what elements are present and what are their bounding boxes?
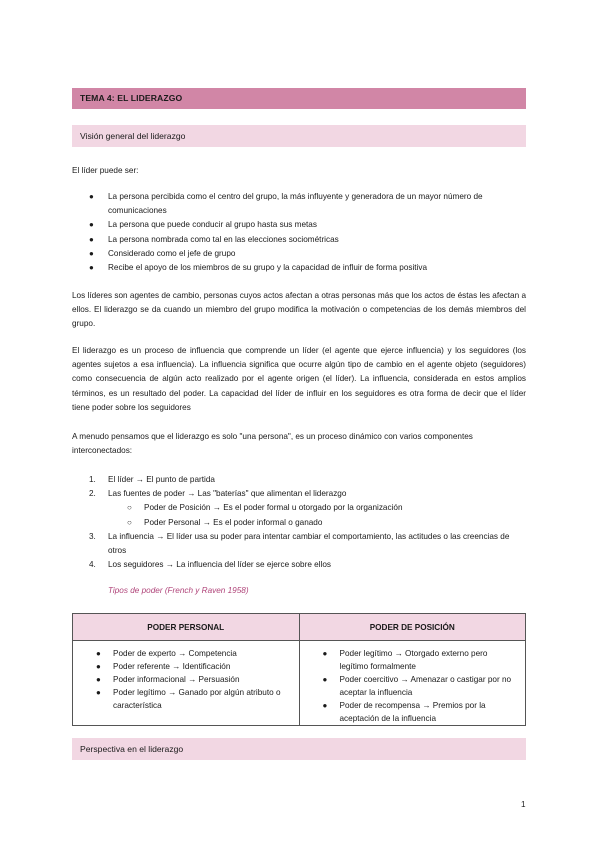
list-item: ● Recibe el apoyo de los miembros de su grupo y la capacidad de influir de forma positiva (72, 261, 526, 275)
bullet-icon: ● (89, 248, 94, 258)
paragraph-components: A menudo pensamos que el liderazgo es solo "una persona", es un proceso dinámico con varios componentes interconectados: (72, 432, 473, 456)
bullet-icon: ● (89, 220, 94, 230)
circle-bullet-icon: ○ (127, 517, 132, 527)
list-item: 4. Los seguidores → La influencia del líder se ejerce sobre ellos (89, 560, 332, 570)
bullet-icon: ● (96, 662, 101, 671)
list-item: 2. Las fuentes de poder → Las "baterías" que alimentan el liderazgo (89, 489, 347, 499)
column-header-personal-power: PODER PERSONAL (73, 614, 300, 641)
bullet-icon: ● (96, 688, 101, 697)
intro-text: El líder puede ser: (72, 166, 139, 175)
bullet-icon: ● (322, 649, 328, 658)
sub-list-item: ○ Poder Personal → Es el poder informal o ganado (72, 516, 526, 530)
list-item: 3. La influencia → El líder usa su poder para intentar cambiar el comportamiento, las actitudes o las creencias de otros (89, 531, 510, 556)
bullet-icon: ● (322, 675, 328, 684)
section-header-perspective (72, 738, 526, 760)
bullet-icon: ● (322, 701, 328, 710)
position-power-cell (299, 641, 526, 726)
chapter-title-band (72, 88, 526, 109)
paragraph-influence-process: El liderazgo es un proceso de influencia que comprende un líder (el agente que ejerce influencia) y los seguidores (los agentes sujetos a esa influencia). La influencia significa que ocurre algún tipo de cambio en el agente objeto (seguidores) como consecuencia de algún acto realizado por el agente origen (el líder). La influencia, considerada en estos amplios términos, es un resultado del poder. La capacidad del líder de influir en los seguidores es otra forma de decir que el líder tiene poder sobre los seguidores (72, 346, 526, 412)
list-item: ● Poder legítimo → Ganado por algún atributo o característica (96, 688, 281, 710)
column-header-position-power: PODER DE POSICIÓN (299, 614, 526, 641)
list-item: ● Poder referente → Identificación (96, 662, 231, 671)
leader-bullet-list (72, 190, 526, 275)
section-header-overview (72, 125, 526, 147)
bullet-icon: ● (96, 675, 101, 684)
list-item: ● La persona nombrada como tal en las elecciones sociométricas (72, 233, 526, 247)
components-numbered-list (72, 473, 526, 572)
bullet-icon: ● (96, 649, 101, 658)
list-item: ● Poder coercitivo → Amenazar o castigar por no aceptar la influencia (322, 675, 512, 697)
bullet-icon: ● (89, 234, 94, 244)
section-title: Perspectiva en el liderazgo (80, 744, 184, 754)
list-item: ● Poder de experto → Competencia (96, 649, 237, 658)
sub-list-item: ○ Poder de Posición → Es el poder formal u otorgado por la organización (72, 501, 526, 515)
list-item: ● Poder informacional → Persuasión (96, 675, 240, 684)
bullet-icon: ● (89, 263, 94, 273)
power-types-table (72, 613, 526, 726)
personal-power-cell (73, 641, 300, 726)
list-item: ● La persona percibida como el centro del grupo, la más influyente y generadora de un mayor número de comunicaciones (89, 192, 483, 216)
circle-bullet-icon: ○ (127, 503, 132, 513)
list-item: 1. El líder → El punto de partida (89, 475, 215, 484)
chapter-title: TEMA 4: EL LIDERAZGO (80, 93, 183, 103)
bullet-icon: ● (89, 192, 94, 201)
page-number: 1 (521, 800, 526, 809)
list-item: ● Poder de recompensa → Premios por la aceptación de la influencia (322, 701, 486, 723)
list-item: ● La persona que puede conducir al grupo hasta sus metas (72, 218, 526, 232)
list-item: ● Considerado como el jefe de grupo (72, 247, 526, 261)
list-item: ● Poder legítimo → Otorgado externo pero legítimo formalmente (322, 649, 488, 671)
section-title: Visión general del liderazgo (80, 131, 186, 141)
table-caption: Tipos de poder (French y Raven 1958) (108, 586, 249, 595)
paragraph-agents-of-change: Los líderes son agentes de cambio, personas cuyos actos afectan a otras personas más que los actos de éstas les afectan a ellos. El liderazgo se da cuando un miembro del grupo modifica la motivación o competencias de los demás miembros del grupo. (72, 291, 526, 329)
